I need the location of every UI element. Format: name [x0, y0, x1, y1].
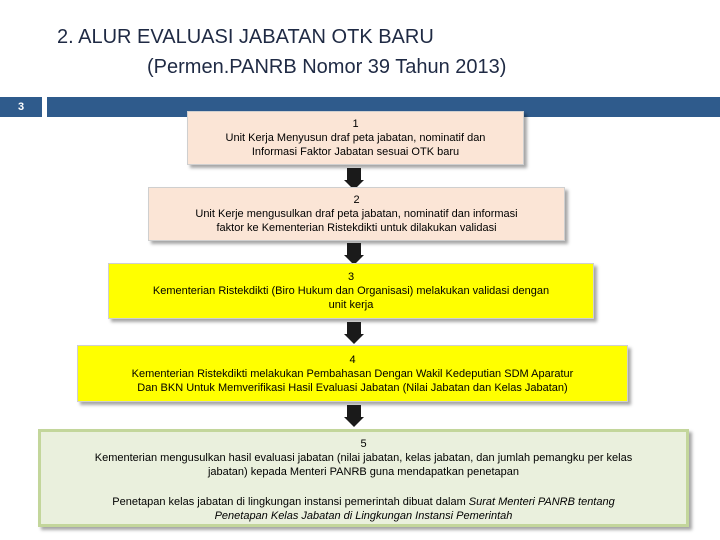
step-5-note-italic-1: Surat Menteri PANRB tentang — [468, 496, 615, 508]
step-3-line-2: unit kerja — [328, 299, 374, 311]
title-line-1: 2. ALUR EVALUASI JABATAN OTK BARU — [57, 26, 434, 48]
slide-number: 3 — [0, 97, 42, 117]
step-2-line-2: faktor ke Kementerian Ristekdikti untuk dilakukan validasi — [216, 222, 497, 234]
step-5-note-italic-2: Penetapan Kelas Jabatan di Lingkungan Instansi Pemerintah — [214, 510, 513, 522]
down-arrow-icon — [344, 243, 364, 265]
step-3-box — [108, 263, 594, 319]
step-5-box — [38, 429, 689, 527]
step-5-note-line-1 — [41, 495, 686, 509]
title-line-2: (Permen.PANRB Nomor 39 Tahun 2013) — [147, 56, 507, 78]
down-arrow-icon — [344, 405, 364, 427]
down-arrow-icon — [344, 322, 364, 344]
step-5-note-prefix: Penetapan kelas jabatan di lingkungan instansi pemerintah dibuat dalam — [112, 496, 469, 508]
step-4-number: 4 — [349, 353, 356, 366]
step-4-box — [77, 345, 628, 402]
step-3-number: 3 — [347, 271, 355, 283]
step-2-number: 2 — [353, 194, 360, 206]
step-1-box — [187, 111, 524, 165]
step-4-line-2: Dan BKN Untuk Memverifikasi Hasil Evaluasi Jabatan (Nilai Jabatan dan Kelas Jabatan) — [137, 381, 568, 394]
step-1-number: 1 — [352, 118, 359, 130]
step-1-line-1: Unit Kerja Menyusun draf peta jabatan, nominatif dan — [225, 132, 486, 144]
step-2-box — [148, 187, 565, 241]
step-3-line-1: Kementerian Ristekdikti (Biro Hukum dan Organisasi) melakukan validasi dengan — [152, 285, 550, 297]
step-5-line-1: Kementerian mengusulkan hasil evaluasi jabatan (nilai jabatan, kelas jabatan, dan jumlah pemangku per kelas — [94, 452, 633, 464]
step-5-line-2: jabatan) kepada Menteri PANRB guna mendapatkan penetapan — [207, 466, 520, 478]
step-5-number: 5 — [360, 438, 367, 450]
step-2-line-1: Unit Kerje mengusulkan draf peta jabatan, nominatif dan informasi — [195, 208, 518, 220]
step-1-line-2: Informasi Faktor Jabatan sesuai OTK baru — [251, 146, 460, 158]
step-4-line-1: Kementerian Ristekdikti melakukan Pembahasan Dengan Wakil Kedeputian SDM Aparatur — [131, 367, 574, 380]
